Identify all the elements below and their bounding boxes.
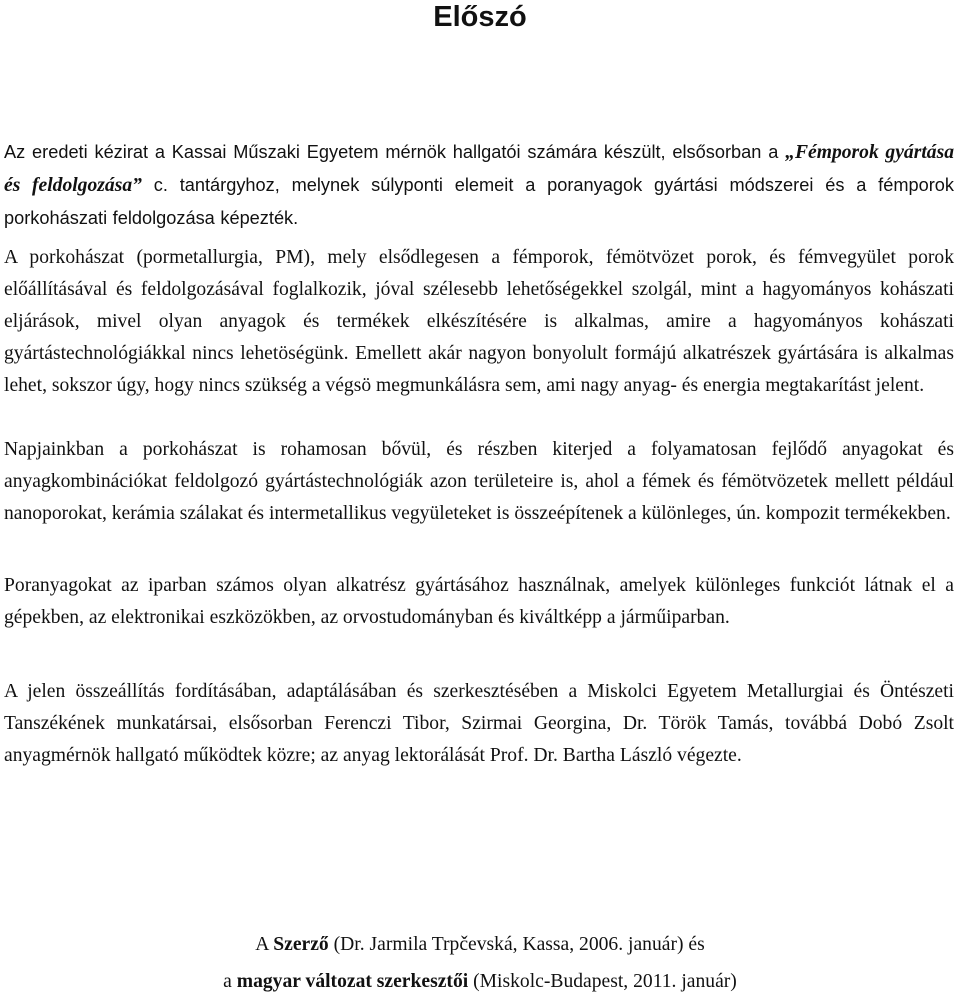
paragraph-poranyagokat: Poranyagokat az iparban számos olyan alkatrész gyártásához használnak, amelyek különleges funkciót látnak el a gépekben, az elektronikai eszközökben, az orvostudományban és kiváltképp a járműiparban. bbox=[4, 575, 954, 628]
signature-author bbox=[0, 930, 960, 960]
signature-editors-prefix: a bbox=[223, 971, 237, 992]
paragraph-intro-text-b: c. tantárgyhoz, melynek súlyponti elemeit a poranyagok gyártási módszerei és a fémporok porkohászati feldolgozása képezték. bbox=[4, 175, 954, 228]
page-title: Előszó bbox=[433, 1, 527, 33]
signature-author-role: Szerző bbox=[273, 934, 329, 955]
paragraph-credits: A jelen összeállítás fordításában, adaptálásában és szerkesztésében a Miskolci Egyetem Metallurgiai és Öntészeti Tanszékének munkatársai, elsősorban Ferenczi Tibor, Szirmai Georgina, Dr. Török Tamás, továbbá Dobó Zsolt anyagmérnök hallgató működtek közre; az anyag lektorálását Prof. Dr. Bartha László végezte. bbox=[4, 681, 954, 766]
signature-editors-role: magyar változat szerkesztői bbox=[236, 971, 469, 992]
signature-author-prefix: A bbox=[255, 934, 274, 955]
paragraph-intro bbox=[4, 136, 954, 234]
signature-author-suffix: (Dr. Jarmila Trpčevská, Kassa, 2006. január) és bbox=[328, 934, 705, 955]
paragraph-intro-text-a: Az eredeti kézirat a Kassai Műszaki Egyetem mérnök hallgatói számára készült, elsősorban a bbox=[4, 142, 786, 162]
paragraph-napjainkban: Napjainkban a porkohászat is rohamosan bővül, és részben kiterjed a folyamatosan fejlődő anyagokat és anyagkombinációkat feldolgozó gyártástechnológiák azon területeire is, ahol a fémek és fémötvözetek mellett például nanoporokat, kerámia szálakat és intermetallikus vegyületeket is összeépítenek a különleges, ún. kompozit termékekben. bbox=[4, 439, 954, 524]
paragraph-porkohaszat: A porkohászat (pormetallurgia, PM), mely elsődlegesen a fémporok, fémötvözet porok, és fémvegyület porok előállításával és feldolgozásával foglalkozik, jóval szélesebb lehetőségekkel szolgál, mint a hagyományos kohászati eljárások, mivel olyan anyagok és termékek elkészítésére is alkalmas, amire a hagyományos kohászati gyártástechnológiákkal nincs lehetöségünk. Emellett akár nagyon bonyolult formájú alkatrészek gyártására is alkalmas lehet, sokszor úgy, hogy nincs szükség a végsö megmunkálásra sem, ami nagy anyag- és energia megtakarítást jelent. bbox=[4, 247, 954, 396]
signature-editors bbox=[0, 967, 960, 997]
course-name: „Fémporok gyártása és feldolgozása” bbox=[4, 142, 955, 196]
signature-editors-suffix: (Miskolc-Budapest, 2011. január) bbox=[468, 971, 737, 992]
